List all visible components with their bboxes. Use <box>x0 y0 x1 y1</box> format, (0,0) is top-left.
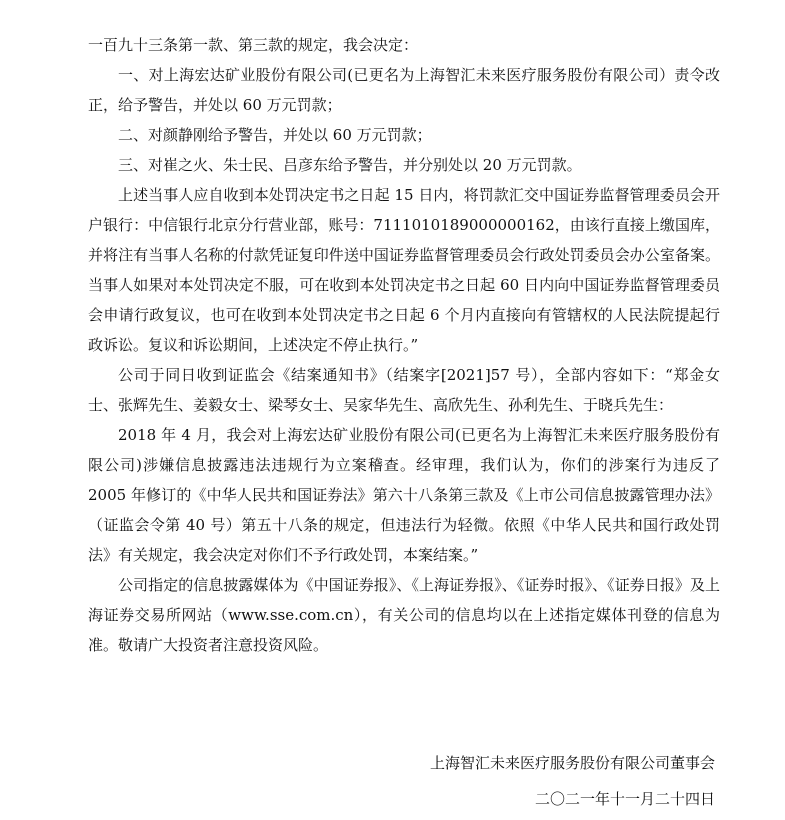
document-body <box>88 30 720 660</box>
paragraph-payment-instructions: 上述当事人应自收到本处罚决定书之日起 15 日内，将罚款汇交中国证券监督管理委员会开户银行：中信银行北京分行营业部，账号：7111010189000000162，由该行直接上缴国库，并将注有当事人名称的付款凭证复印件送中国证券监督管理委员会行政处罚委员会办公室备案。当事人如果对本处罚决定不服，可在收到本处罚决定书之日起 60 日内向中国证券监督管理委员会申请行政复议，也可在收到本处罚决定书之日起 6 个月内直接向有管辖权的人民法院提起行政诉讼。复议和诉讼期间，上述决定不停止执行。” <box>88 186 720 354</box>
paragraph-media-disclosure: 公司指定的信息披露媒体为《中国证券报》、《上海证券报》、《证券时报》、《证券日报》及上海证券交易所网站（www.sse.com.cn），有关公司的信息均以在上述指定媒体刊登的信息为准。敬请广大投资者注意投资风险。 <box>88 576 720 654</box>
paragraph-closure-content: 2018 年 4 月，我会对上海宏达矿业股份有限公司(已更名为上海智汇未来医疗服务股份有限公司)涉嫌信息披露违法违规行为立案稽查。经审理，我们认为，你们的涉案行为违反了 2005 年修订的《中华人民共和国证券法》第六十八条第三款及《上市公司信息披露管理办法》（证监会令第 40 号）第五十八条的规定，但违法行为轻微。依照《中华人民共和国行政处罚法》有关规定，我会决定对你们不予行政处罚，本案结案。” <box>88 426 720 564</box>
signature-company: 上海智汇未来医疗服务股份有限公司董事会 <box>429 754 715 772</box>
paragraph-penalty-yan: 二、对颜静刚给予警告，并处以 60 万元罚款； <box>118 126 432 144</box>
paragraph-legal-basis: 一百九十三条第一款、第三款的规定，我会决定： <box>88 36 419 54</box>
paragraph-penalty-others: 三、对崔之火、朱士民、吕彦东给予警告，并分别处以 20 万元罚款。 <box>118 156 582 174</box>
paragraph-closure-notice: 公司于同日收到证监会《结案通知书》（结案字[2021]57 号），全部内容如下：“郑金女士、张辉先生、姜毅女士、梁琴女士、吴家华先生、高欣先生、孙利先生、于晓兵先生： <box>88 366 720 414</box>
signature-date: 二〇二一年十一月二十四日 <box>534 790 715 808</box>
paragraph-penalty-company: 一、对上海宏达矿业股份有限公司(已更名为上海智汇未来医疗服务股份有限公司）责令改正，给予警告，并处以 60 万元罚款； <box>88 66 720 114</box>
